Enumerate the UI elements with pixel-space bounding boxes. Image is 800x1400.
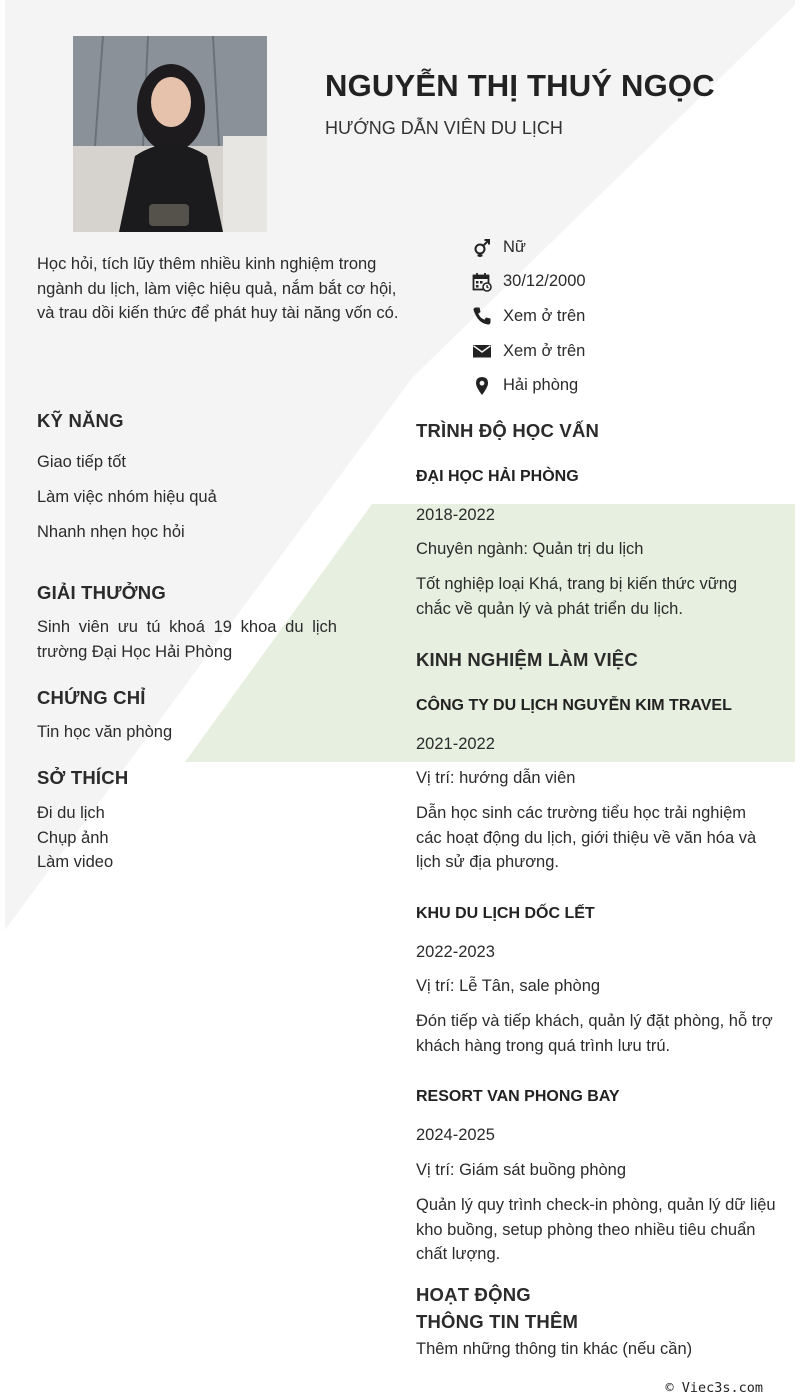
experience-company: KHU DU LỊCH DỐC LẾT [416, 905, 595, 922]
experience-description: Quản lý quy trình check-in phòng, quản lý dữ liệu kho buồng, setup phòng theo nhiều tiêu chuẩn chất lượng. [416, 1196, 776, 1263]
experience-company: RESORT VAN PHONG BAY [416, 1088, 620, 1105]
phone-icon [472, 306, 492, 326]
profile-photo-illustration [73, 36, 267, 232]
contact-gender [472, 230, 772, 265]
experience-heading: KINH NGHIỆM LÀM VIỆC [416, 649, 638, 670]
contact-birthday [472, 265, 772, 300]
education-major: Chuyên ngành: Quản trị du lịch [416, 540, 644, 558]
job-title: HƯỚNG DẪN VIÊN DU LỊCH [325, 118, 563, 138]
experience-period: 2022-2023 [416, 943, 495, 961]
watermark: © Viec3s.com [665, 1380, 763, 1396]
birthday-value: 30/12/2000 [503, 272, 586, 291]
experience-description: Dẫn học sinh các trường tiểu học trải nghiệm các hoạt động du lịch, giới thiệu về văn hóa và lịch sử địa phương. [416, 804, 757, 871]
location-pin-icon [472, 376, 492, 396]
contact-info [472, 230, 772, 403]
experience-position: Vị trí: Lễ Tân, sale phòng [416, 977, 601, 995]
activities-heading: HOẠT ĐỘNG [416, 1284, 531, 1305]
candidate-name: NGUYỄN THỊ THUÝ NGỌC [325, 68, 715, 103]
contact-address [472, 368, 772, 403]
contact-email [472, 334, 772, 369]
address-value: Hải phòng [503, 376, 579, 395]
additional-info-text: Thêm những thông tin khác (nếu cần) [416, 1340, 693, 1358]
certificates-text: Tin học văn phòng [37, 723, 173, 741]
career-objective: Học hỏi, tích lũy thêm nhiều kinh nghiệm trong ngành du lịch, làm việc hiệu quả, nắm bắt cơ hội, và trau dồi kiến thức để phát huy tài năng vốn có. [37, 255, 399, 322]
hobby-item: Làm video [37, 853, 114, 871]
skills-heading: KỸ NĂNG [37, 410, 124, 431]
education-description: Tốt nghiệp loại Khá, trang bị kiến thức vững chắc về quản lý và phát triển du lịch. [416, 575, 738, 618]
contact-phone [472, 299, 772, 334]
awards-heading: GIẢI THƯỞNG [37, 582, 166, 603]
awards-text: Sinh viên ưu tú khoá 19 khoa du lịch trường Đại Học Hải Phòng [37, 618, 337, 661]
gender-value: Nữ [503, 237, 526, 256]
experience-company: CÔNG TY DU LỊCH NGUYỄN KIM TRAVEL [416, 697, 732, 714]
certificates-heading: CHỨNG CHỈ [37, 687, 146, 708]
education-school: ĐẠI HỌC HẢI PHÒNG [416, 468, 579, 485]
hobby-item: Chụp ảnh [37, 828, 109, 847]
profile-photo [73, 36, 267, 232]
experience-position: Vị trí: hướng dẫn viên [416, 769, 576, 787]
education-period: 2018-2022 [416, 506, 495, 524]
experience-position: Vị trí: Giám sát buồng phòng [416, 1161, 627, 1179]
additional-info-heading: THÔNG TIN THÊM [416, 1311, 579, 1332]
experience-period: 2021-2022 [416, 735, 495, 753]
hobby-item: Đi du lịch [37, 804, 105, 822]
gender-icon [472, 237, 492, 257]
mail-icon [472, 341, 492, 361]
skill-item: Giao tiếp tốt [37, 453, 126, 471]
hobbies-list [37, 801, 113, 875]
education-heading: TRÌNH ĐỘ HỌC VẤN [416, 420, 600, 441]
skill-item: Nhanh nhẹn học hỏi [37, 523, 185, 541]
phone-value: Xem ở trên [503, 306, 586, 325]
experience-description: Đón tiếp và tiếp khách, quản lý đặt phòng, hỗ trợ khách hàng trong quá trình lưu trú. [416, 1012, 773, 1055]
calendar-icon [472, 272, 492, 292]
skill-item: Làm việc nhóm hiệu quả [37, 488, 217, 506]
experience-period: 2024-2025 [416, 1126, 495, 1144]
email-value: Xem ở trên [503, 341, 586, 360]
hobbies-heading: SỞ THÍCH [37, 767, 129, 788]
